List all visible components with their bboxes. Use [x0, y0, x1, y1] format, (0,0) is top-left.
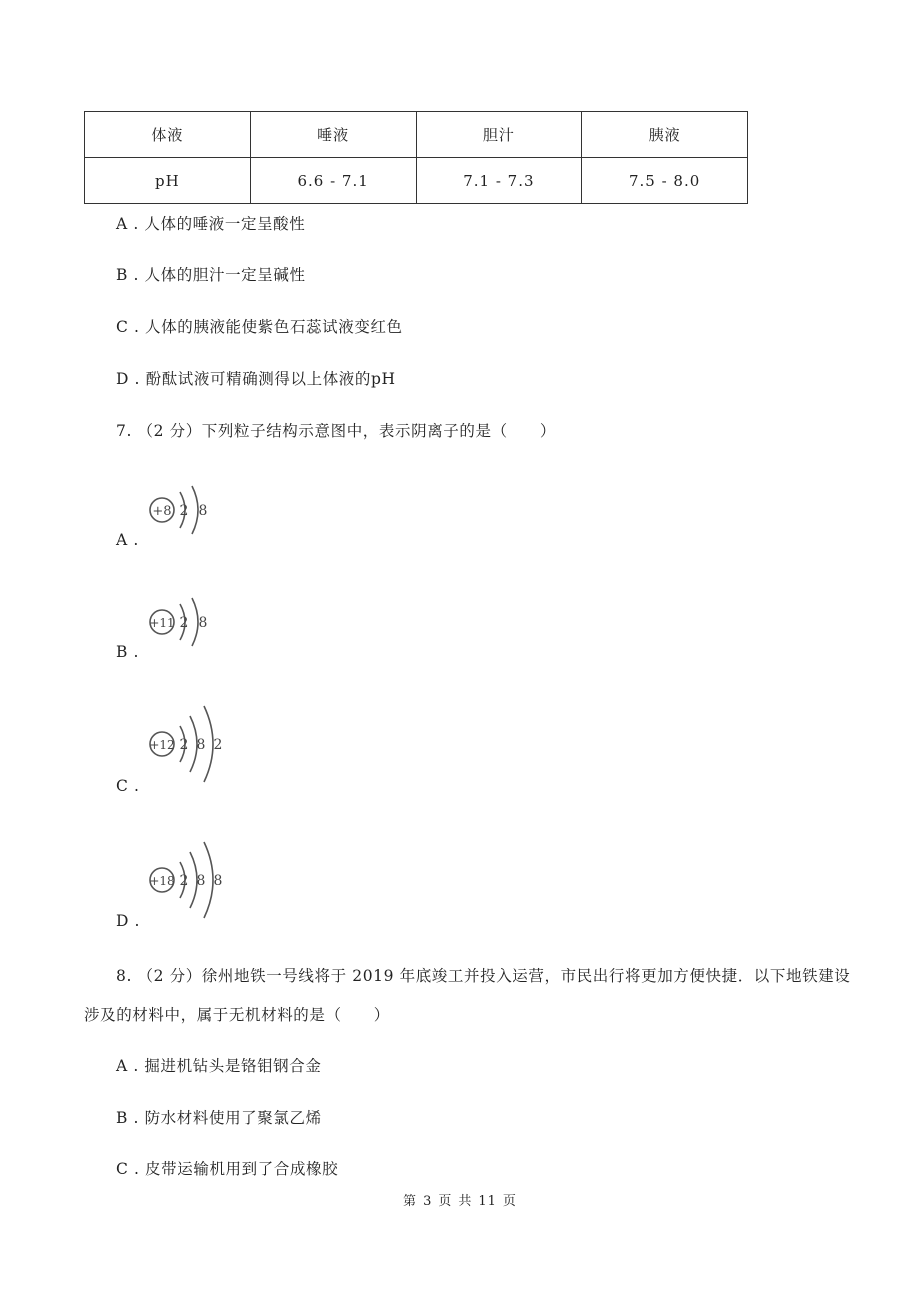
shell-electrons: 2 [213, 737, 223, 753]
footer-ye: 页 [438, 1194, 453, 1209]
table-header-cell: 唾液 [250, 112, 416, 158]
shell-electrons: 8 [198, 615, 208, 631]
q6-option-c: C . 人体的胰液能使紫色石蕊试液变红色 [116, 318, 403, 336]
q8-option-a: A . 掘进机钻头是铬钼钢合金 [116, 1057, 322, 1075]
nucleus-charge: +8 [152, 504, 172, 519]
atom-diagram-b [146, 592, 226, 666]
table-cell: pH [85, 158, 251, 204]
table-cell: 7.5 - 8.0 [582, 158, 748, 204]
shell-electrons: 8 [196, 873, 206, 889]
q8-stem-line2: 涉及的材料中，属于无机材料的是（ ） [84, 1006, 390, 1024]
atom-diagram-a [146, 480, 226, 554]
nucleus-charge: +18 [149, 874, 175, 888]
table-header-cell: 胆汁 [416, 112, 582, 158]
shell-electrons: 8 [196, 737, 206, 753]
shell-electrons: 2 [179, 873, 189, 889]
q7-stem: 7. （2 分）下列粒子结构示意图中，表示阴离子的是（ ） [116, 422, 557, 440]
q7-option-c-label: C . [116, 777, 140, 795]
nucleus-charge: +11 [149, 616, 175, 630]
q7-option-d-label: D . [116, 912, 141, 930]
table-cell: 6.6 - 7.1 [250, 158, 416, 204]
q7-option-a-label: A . [116, 531, 139, 549]
footer-page-number: 3 [423, 1194, 433, 1209]
nucleus-charge: +12 [149, 738, 175, 752]
atom-diagram-c [146, 702, 246, 796]
shell-electrons: 8 [198, 503, 208, 519]
atom-diagram-d [146, 836, 246, 930]
table-cell: 7.1 - 7.3 [416, 158, 582, 204]
q6-option-d: D . 酚酞试液可精确测得以上体液的pH [116, 370, 396, 388]
footer-total-pages: 11 [478, 1194, 497, 1209]
table-header-row [85, 112, 748, 158]
q7-option-b-label: B . [116, 643, 140, 661]
q8-stem-line1: 8. （2 分）徐州地铁一号线将于 2019 年底竣工并投入运营，市民出行将更加方便快捷．以下地铁建设 [116, 967, 851, 985]
q6-option-b: B . 人体的胆汁一定呈碱性 [116, 266, 306, 284]
shell-electrons: 8 [213, 873, 223, 889]
footer-di: 第 [403, 1194, 418, 1209]
shell-electrons: 2 [179, 737, 189, 753]
table-header-cell: 胰液 [582, 112, 748, 158]
shell-electrons: 2 [179, 615, 189, 631]
footer-gong: 共 [458, 1194, 473, 1209]
ph-table [84, 111, 748, 204]
q6-option-a: A . 人体的唾液一定呈酸性 [116, 215, 306, 233]
q8-option-c: C . 皮带运输机用到了合成橡胶 [116, 1160, 339, 1178]
page-footer [0, 1190, 920, 1209]
table-row [85, 158, 748, 204]
table-header-cell: 体液 [85, 112, 251, 158]
q8-option-b: B . 防水材料使用了聚氯乙烯 [116, 1109, 322, 1127]
footer-ye: 页 [502, 1194, 517, 1209]
shell-electrons: 2 [179, 503, 189, 519]
